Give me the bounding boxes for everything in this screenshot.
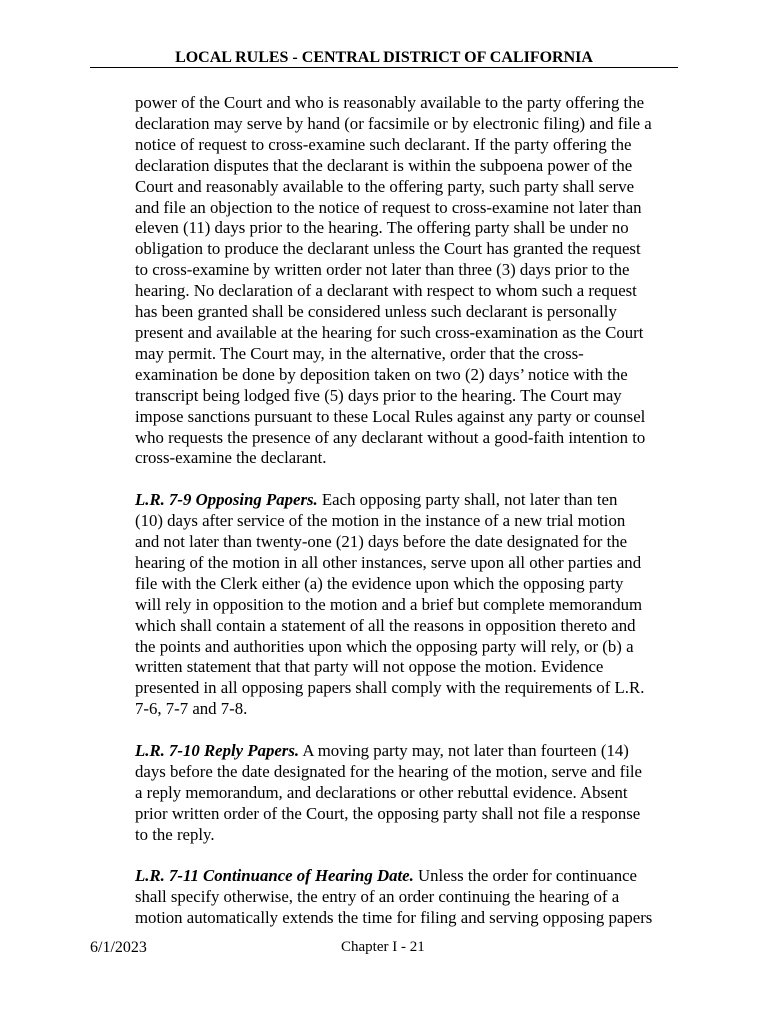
rule-first-line: [135, 866, 685, 887]
text-line: 7-6, 7-7 and 7-8.: [135, 699, 248, 719]
footer-date: 6/1/2023: [90, 939, 147, 956]
text-line: hearing of the motion in all other instances, serve upon all other parties and: [135, 552, 642, 572]
text-line: and file an objection to the notice of request to cross-examine not later than: [135, 197, 642, 217]
text-line: declaration may serve by hand (or facsimile or by electronic filing) and file a: [135, 113, 652, 133]
text-line: the points and authorities upon which the opposing party will rely, or (b) a: [135, 636, 634, 656]
rule-intro-text: Each opposing party shall, not later than ten: [317, 490, 618, 510]
text-line: prior written order of the Court, the opposing party shall not file a response: [135, 803, 641, 823]
text-line: declaration disputes that the declarant is within the subpoena power of the: [135, 155, 633, 175]
text-line: to the reply.: [135, 824, 215, 844]
text-line: Court and reasonably available to the offering party, such party shall serve: [135, 176, 635, 196]
rule-first-line: [135, 741, 685, 762]
text-line: cross-examine the declarant.: [135, 448, 327, 468]
rule-7-10-paragraph: [135, 741, 685, 846]
rule-intro-text: A moving party may, not later than fourteen (14): [299, 741, 629, 761]
rule-heading: L.R. 7-10 Reply Papers.: [135, 741, 300, 761]
text-line: to cross-examine by written order not later than three (3) days prior to the: [135, 260, 630, 280]
text-line: impose sanctions pursuant to these Local Rules against any party or counsel: [135, 406, 646, 426]
text-line: who requests the presence of any declarant without a good-faith intention to: [135, 427, 646, 447]
text-line: and not later than twenty-one (21) days before the date designated for the: [135, 532, 628, 552]
text-line: shall specify otherwise, the entry of an order continuing the hearing of a: [135, 887, 620, 907]
text-line: days before the date designated for the hearing of the motion, serve and file: [135, 761, 642, 781]
text-line: may permit. The Court may, in the alternative, order that the cross-: [135, 343, 584, 363]
rule-7-9-paragraph: [135, 490, 685, 720]
text-line: will rely in opposition to the motion and a brief but complete memorandum: [135, 594, 643, 614]
rule-7-11-paragraph: [135, 866, 685, 929]
page-header-title: LOCAL RULES - CENTRAL DISTRICT OF CALIFORNIA: [90, 48, 678, 68]
rule-first-line: [135, 490, 685, 511]
rule-intro-text: Unless the order for continuance: [413, 866, 637, 886]
text-line: motion automatically extends the time for filing and serving opposing papers: [135, 908, 653, 928]
text-line: file with the Clerk either (a) the evidence upon which the opposing party: [135, 573, 624, 593]
text-line: a reply memorandum, and declarations or other rebuttal evidence. Absent: [135, 782, 628, 802]
text-line: power of the Court and who is reasonably available to the party offering the: [135, 93, 645, 112]
text-line: examination be done by deposition taken on two (2) days’ notice with the: [135, 364, 628, 384]
text-line: presented in all opposing papers shall comply with the requirements of L.R.: [135, 678, 645, 698]
text-line: has been granted shall be considered unless such declarant is personally: [135, 302, 617, 322]
text-line: hearing. No declaration of a declarant with respect to whom such a request: [135, 281, 637, 301]
text-line: transcript being lodged five (5) days prior to the hearing. The Court may: [135, 385, 622, 405]
text-line: obligation to produce the declarant unless the Court has granted the request: [135, 239, 641, 259]
text-line: which shall contain a statement of all the reasons in opposition thereto and: [135, 615, 636, 635]
footer-page-number: Chapter I - 21: [341, 939, 425, 955]
rule-heading: L.R. 7-11 Continuance of Hearing Date.: [135, 866, 414, 886]
text-line: notice of request to cross-examine such declarant. If the party offering the: [135, 134, 632, 154]
text-line: present and available at the hearing for such cross-examination as the Court: [135, 322, 644, 342]
document-body: [135, 93, 685, 929]
rule-heading: L.R. 7-9 Opposing Papers.: [135, 490, 318, 510]
text-line: written statement that that party will not oppose the motion. Evidence: [135, 657, 604, 677]
text-line: (10) days after service of the motion in the instance of a new trial motion: [135, 511, 626, 531]
continuation-paragraph: [135, 93, 685, 469]
text-line: eleven (11) days prior to the hearing. The offering party shall be under no: [135, 218, 629, 238]
